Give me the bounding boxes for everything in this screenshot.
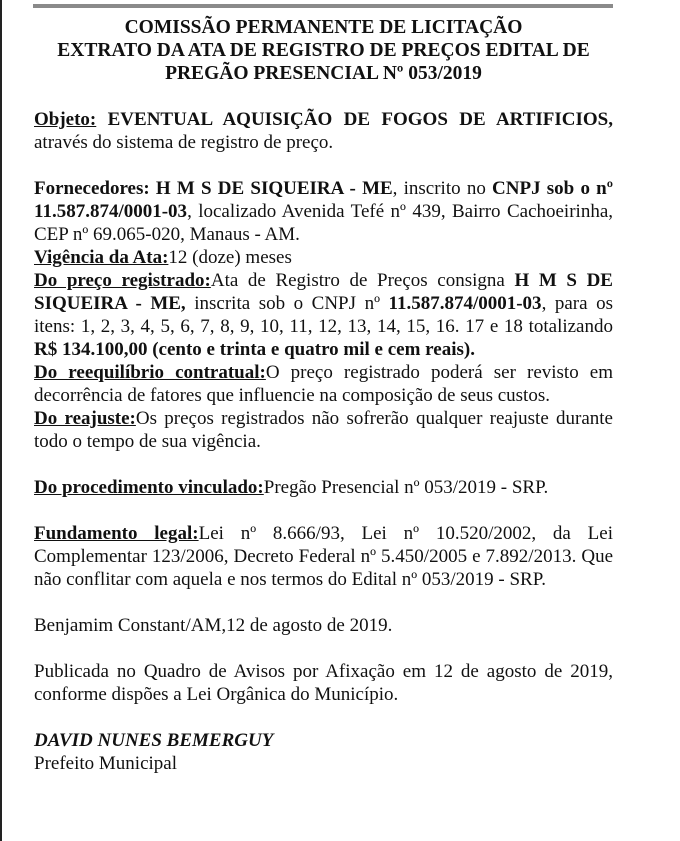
- objeto-paragraph: [34, 108, 613, 154]
- fornecedores-t2: , localizado Avenida Tefé nº 439, Bairro Cachoeirinha, CEP nº 69.065-020, Manaus - AM.: [34, 201, 613, 245]
- fornecedores-paragraph: [34, 177, 613, 246]
- procedimento-label: Do procedimento vinculado:: [34, 477, 264, 498]
- preco-t1: Ata de Registro de Preços consigna: [210, 270, 515, 291]
- preco-label: Do preço registrado:: [34, 270, 211, 291]
- objeto-label: Objeto:: [34, 109, 97, 130]
- top-rule: [33, 4, 613, 8]
- preco-name: H M S DE SIQUEIRA - ME,: [34, 270, 613, 314]
- reajuste-label: Do reajuste:: [34, 408, 136, 429]
- publicacao-paragraph: Publicada no Quadro de Avisos por Afixação em 12 de agosto de 2019, conforme dispões a Lei Orgânica do Município.: [34, 661, 613, 705]
- reequilibrio-text: O preço registrado poderá ser revisto em decorrência de fatores que influencie na composição de seus custos.: [34, 362, 613, 406]
- fornecedores-t1: , inscrito no: [392, 178, 493, 199]
- fornecedores-label: Fornecedores:: [34, 178, 150, 199]
- signatory-title: Prefeito Municipal: [34, 753, 177, 774]
- header-line-2: EXTRATO DA ATA DE REGISTRO DE PREÇOS EDITAL DE: [57, 40, 590, 61]
- objeto-text: através do sistema de registro de preço.: [34, 132, 334, 153]
- document-body: [34, 16, 613, 775]
- fundamento-paragraph: [34, 522, 613, 591]
- signatory-name: DAVID NUNES BEMERGUY: [34, 730, 274, 751]
- vigencia-text: 12 (doze) meses: [168, 247, 292, 268]
- vigencia-label: Vigência da Ata:: [34, 247, 169, 268]
- reequilibrio-label: Do reequilíbrio contratual:: [34, 362, 266, 383]
- preco-t3: , para os itens: 1, 2, 3, 4, 5, 6, 7, 8, 9, 10, 11, 12, 13, 14, 15, 16. 17 e 18 totalizando: [34, 293, 613, 337]
- fornecedores-cnpj: CNPJ sob o nº 11.587.874/0001-03: [34, 178, 613, 222]
- preco-t2: inscrita sob o CNPJ nº: [185, 293, 389, 314]
- header-line-3: PREGÃO PRESENCIAL Nº 053/2019: [165, 63, 482, 84]
- procedimento-paragraph: [34, 476, 613, 499]
- preco-paragraph: [34, 269, 613, 361]
- fundamento-text: Lei nº 8.666/93, Lei nº 10.520/2002, da Lei Complementar 123/2006, Decreto Federal nº 5.450/2005 e 7.892/2013. Que não conflitar com aquela e nos termos do Edital nº 053/2019 - SRP.: [34, 523, 613, 590]
- vigencia-paragraph: [34, 246, 613, 269]
- procedimento-text: Pregão Presencial nº 053/2019 - SRP.: [263, 477, 549, 498]
- reajuste-text: Os preços registrados não sofrerão qualquer reajuste durante todo o tempo de sua vigência.: [34, 408, 613, 452]
- header-line-1: COMISSÃO PERMANENTE DE LICITAÇÃO: [124, 17, 523, 38]
- preco-cnpj: 11.587.874/0001-03: [388, 293, 542, 314]
- preco-total: R$ 134.100,00 (cento e trinta e quatro mil e cem reais).: [34, 339, 475, 360]
- local-data: Benjamim Constant/AM,12 de agosto de 2019.: [34, 615, 393, 636]
- reequilibrio-paragraph: [34, 361, 613, 407]
- fundamento-label: Fundamento legal:: [34, 523, 199, 544]
- objeto-bold: EVENTUAL AQUISIÇÃO DE FOGOS DE ARTIFICIOS,: [96, 109, 613, 130]
- reajuste-paragraph: [34, 407, 613, 453]
- fornecedores-name: H M S DE SIQUEIRA - ME: [149, 178, 393, 199]
- page-left-border: [0, 0, 2, 841]
